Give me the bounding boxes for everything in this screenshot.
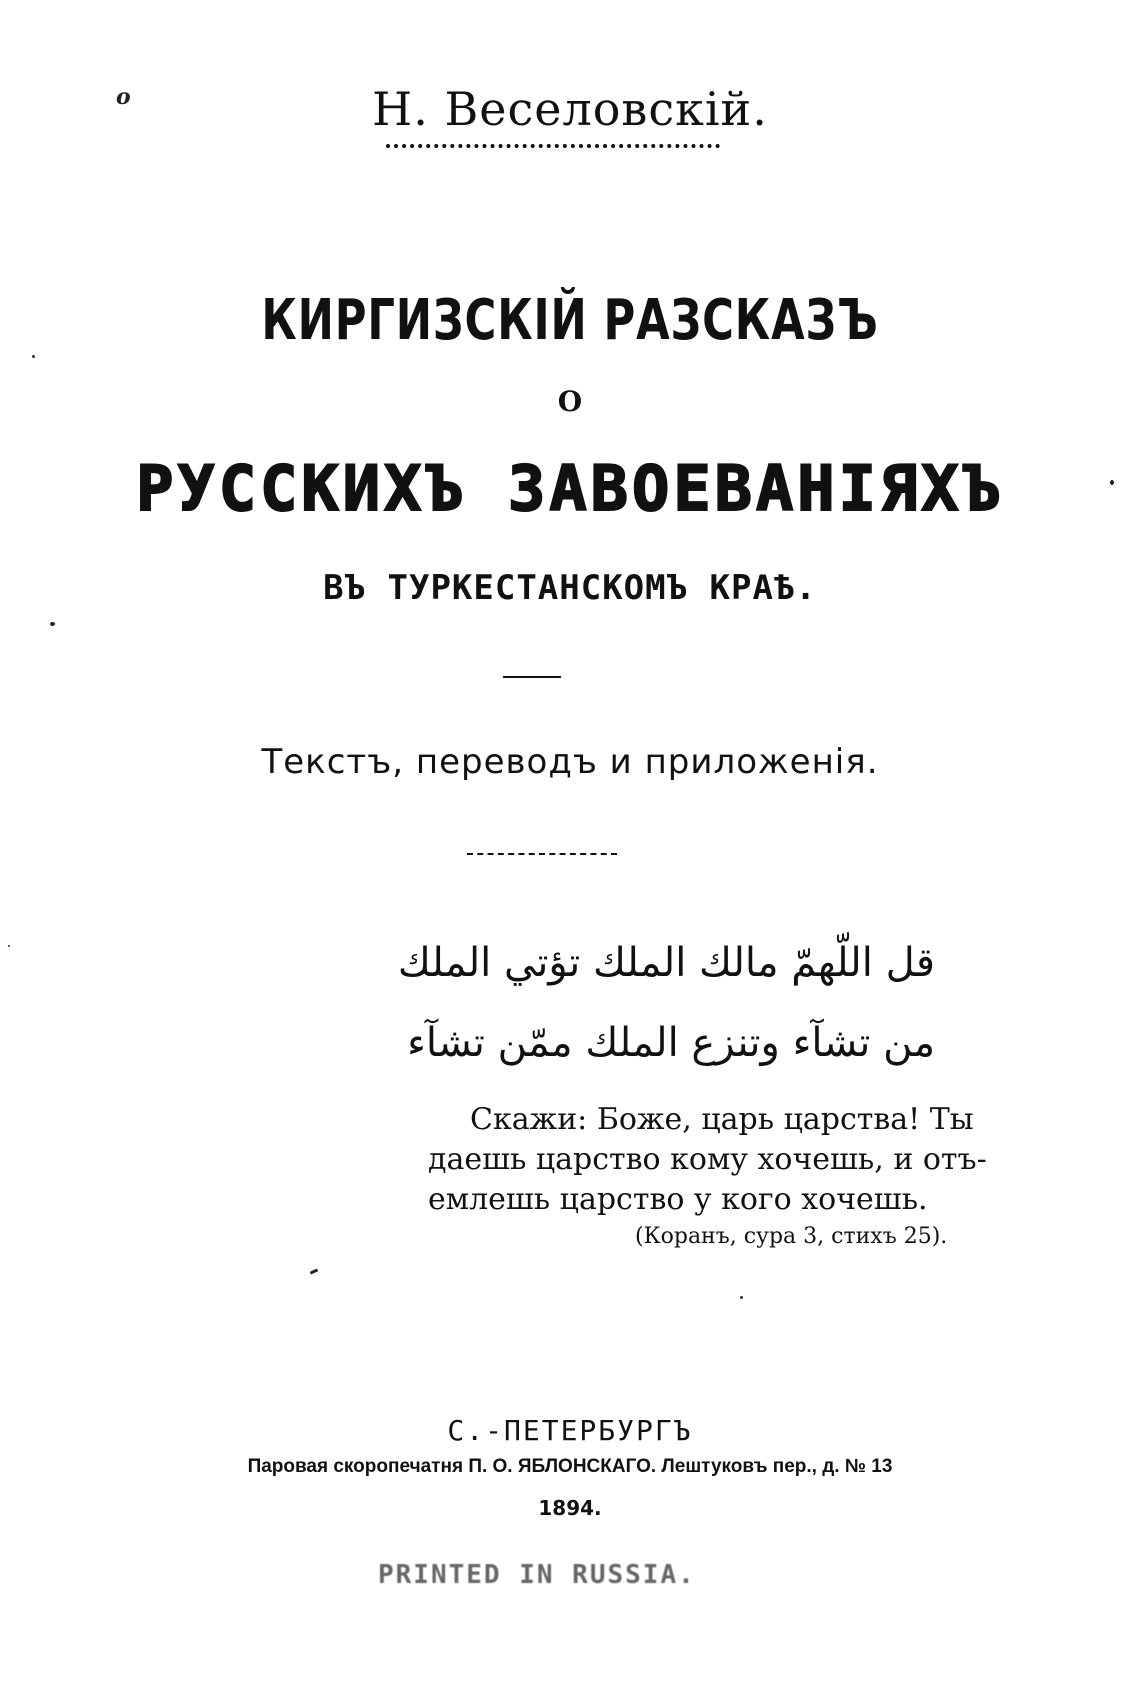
printed-in-russia-stamp: PRINTED IN RUSSIA. [378,1560,696,1590]
speck [1110,480,1114,485]
title-divider [503,676,561,678]
epigraph-translation-line-2: даешь царство кому хочешь, и отъ- [428,1142,987,1177]
title-line-3: РУССКИХЪ ЗАВОЕВАНІЯХЪ [136,452,1004,525]
corner-mark: o [116,84,131,110]
epigraph-arabic-line-2: من تشآء وتنزع الملك ممّن تشآء [407,1020,935,1066]
epigraph-translation-line-1: Скажи: Боже, царь царства! Ты [470,1102,974,1137]
speck [32,355,35,358]
epigraph-source: (Коранъ, сура 3, стихъ 25). [635,1224,948,1249]
title-line-2: О [557,385,583,418]
speck [740,1296,743,1299]
speck [310,1268,319,1274]
subtitle: Текстъ, переводъ и приложенія. [261,742,879,782]
speck [50,622,55,626]
speck [8,945,10,947]
author-rule [386,144,720,148]
imprint-year: 1894. [538,1496,602,1520]
subtitle-divider [467,853,617,855]
author-name: Н. Веселовскій. [372,82,768,136]
title-line-4: ВЪ ТУРКЕСТАНСКОМЪ КРАѢ. [323,568,817,608]
imprint-city: С.-ПЕТЕРБУРГЪ [447,1414,693,1447]
imprint-printer: Паровая скоропечатня П. О. ЯБЛОНСКАГО. Лештуковъ пер., д. № 13 [247,1456,893,1477]
epigraph-translation-line-3: емлешь царство у кого хочешь. [428,1182,928,1217]
epigraph-arabic-line-1: قل اللّهمّ مالك الملك تؤتي الملك [397,940,935,986]
title-line-1: КИРГИЗСКІЙ РАЗСКАЗЪ [261,288,879,353]
